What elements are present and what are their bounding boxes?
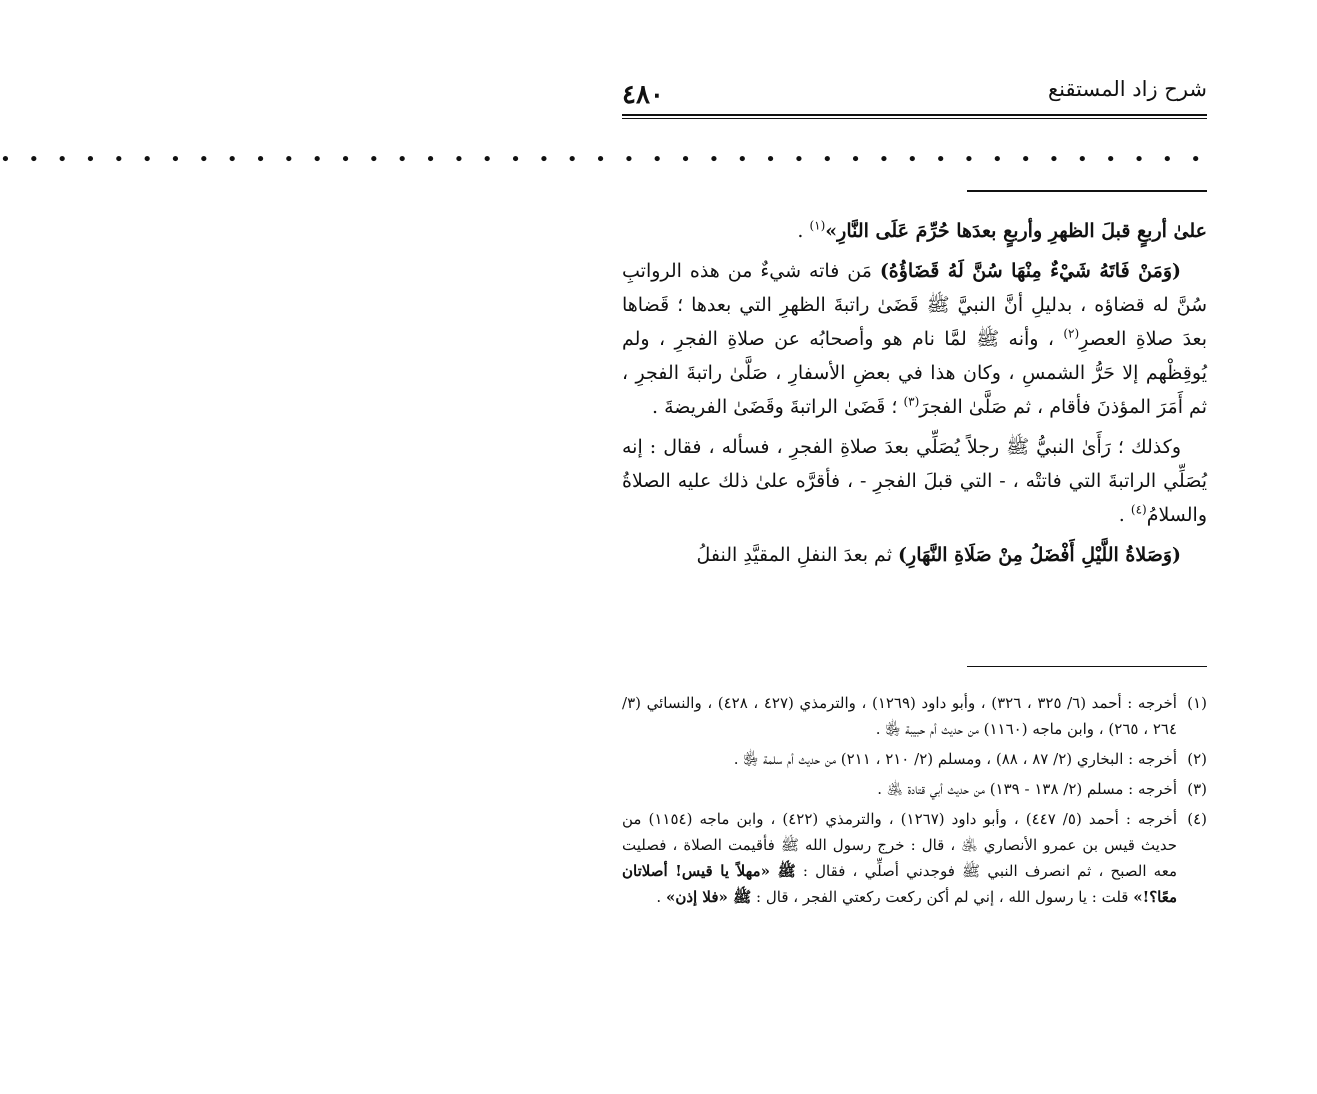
footnote-3 — [622, 776, 1207, 802]
footnote-ref-1[interactable]: (١) — [809, 218, 826, 233]
paragraph-fajr — [622, 430, 1207, 532]
footnote-ref-2[interactable]: (٢) — [1063, 326, 1080, 341]
footnote-1 — [622, 690, 1207, 742]
footnote-text: أخرجه : أحمد (٦/ ٣٢٥ ، ٣٢٦) ، وأبو داود (١٢٦٩) ، والترمذي (٤٢٧ ، ٤٢٨) ، والنسائي (٣/ ٢٦٤ ، ٢٦٥) ، وابن ماجه (١١٦٠) من حديث أم حبيبة ﵂ . — [622, 694, 1177, 738]
footnote-rule — [967, 666, 1207, 667]
header-rule — [622, 114, 1207, 119]
footnote-text: قلت : يا رسول الله ، إني لم أكن ركعت ركعتي الفجر ، قال : — [751, 888, 1134, 906]
footnote-number: (١) — [1187, 694, 1207, 712]
hadith-text: علىٰ أربعٍ قبلَ الظهرِ وأربعٍ بعدَها حُرِّمَ عَلَى النَّارِ» — [825, 220, 1207, 242]
section-rule — [967, 190, 1207, 192]
paragraph-end: . — [797, 220, 810, 242]
footnote-text: أخرجه : أحمد (٥/ ٤٤٧) ، وأبو داود (١٢٦٧) ، والترمذي (٤٢٢) ، وابن ماجه (١١٥٤) من حديث قيس بن عمرو الأنصاري ﵁ ، قال : خرج رسول الله ﷺ فأقيمت الصلاة ، فصليت معه الصبح ، ثم انصرف النبي ﷺ فوجدني أصلِّي ، فقال : — [622, 810, 1177, 880]
footnote-text: . — [656, 888, 666, 906]
footnote-number: (٤) — [1187, 810, 1207, 828]
running-header — [622, 70, 1207, 110]
footnote-2 — [622, 746, 1207, 772]
footnote-number: (٢) — [1187, 750, 1207, 768]
paragraph-night-prayer — [622, 538, 1207, 572]
main-text — [622, 214, 1207, 578]
footnote-number: (٣) — [1187, 780, 1207, 798]
paragraph-qada — [622, 254, 1207, 424]
footnotes — [622, 690, 1207, 914]
paragraph-hadith-end — [622, 214, 1207, 248]
commentary-text: ، وأنه ﷺ لمَّا نام هو وأصحابُه عن صلاةِ الفجرِ ، ولم يُوقِظْهم إلا حَرُّ الشمسِ ، وكان هذا في بعضِ الأسفارِ ، صَلَّىٰ راتبةَ الفجرِ ، ثم أَمَرَ المؤذنَ فأقام ، ثم صَلَّىٰ الفجرَ — [622, 328, 1207, 418]
commentary-text: وكذلك ؛ رَأَىٰ النبيُّ ﷺ رجلاً يُصَلِّي بعدَ صلاةِ الفجرِ ، فسأله ، فقال : إنه يُصَلِّي الراتبةَ التي فاتتْه ، - التي قبلَ الفجرِ - ، فأقرَّه علىٰ ذلك عليه الصلاةُ والسلامُ — [622, 436, 1207, 526]
footnote-text: أخرجه : البخاري (٢/ ٨٧ ، ٨٨) ، ومسلم (٢/ ٢١٠ ، ٢١١) من حديث أم سلمة ﵂ . — [733, 750, 1177, 768]
paragraph-end: . — [1118, 504, 1131, 526]
matn-text: (وَصَلاةُ اللَّيْلِ أَفْضَلُ مِنْ صَلَاةِ النَّهَارِ) — [898, 544, 1181, 566]
footnote-text: أخرجه : مسلم (٢/ ١٣٨ - ١٣٩) من حديث أبي قتادة ﵁ . — [877, 780, 1177, 798]
commentary-text: ؛ قَضَىٰ الراتبةَ وقَضَىٰ الفريضةَ . — [652, 396, 904, 418]
dot-separator: • • • • • • • • • • • • • • • • • • • • • • • • • • • • • • • • • • • • • • • • • • • — [0, 149, 1207, 170]
footnote-4 — [622, 806, 1207, 910]
commentary-text: ثم بعدَ النفلِ المقيَّدِ النفلُ — [696, 544, 899, 566]
footnote-ref-3[interactable]: (٣) — [903, 394, 920, 409]
page-number: ٤٨٠ — [622, 80, 664, 110]
matn-text: (وَمَنْ فَاتَهُ شَيْءٌ مِنْهَا سُنَّ لَهُ قَضَاؤُهُ) — [879, 260, 1181, 282]
footnote-hadith-quote: ﷺ «فلا إذن» — [665, 888, 752, 906]
book-title: شرح زاد المستقنع — [1048, 77, 1207, 101]
footnote-ref-4[interactable]: (٤) — [1130, 502, 1147, 517]
commentary-text: مَن فاته شيءٌ من هذه الرواتبِ سُنَّ له قضاؤه ، بدليلِ أنَّ النبيَّ ﷺ قَضَىٰ راتبةَ الظهرِ التي بعدها ؛ قَضاها بعدَ صلاةِ العصرِ — [622, 260, 1207, 350]
footnote-hadith-quote: ﷺ «مهلاً يا قيس! أصلاتان معًا؟!» — [622, 862, 1177, 906]
